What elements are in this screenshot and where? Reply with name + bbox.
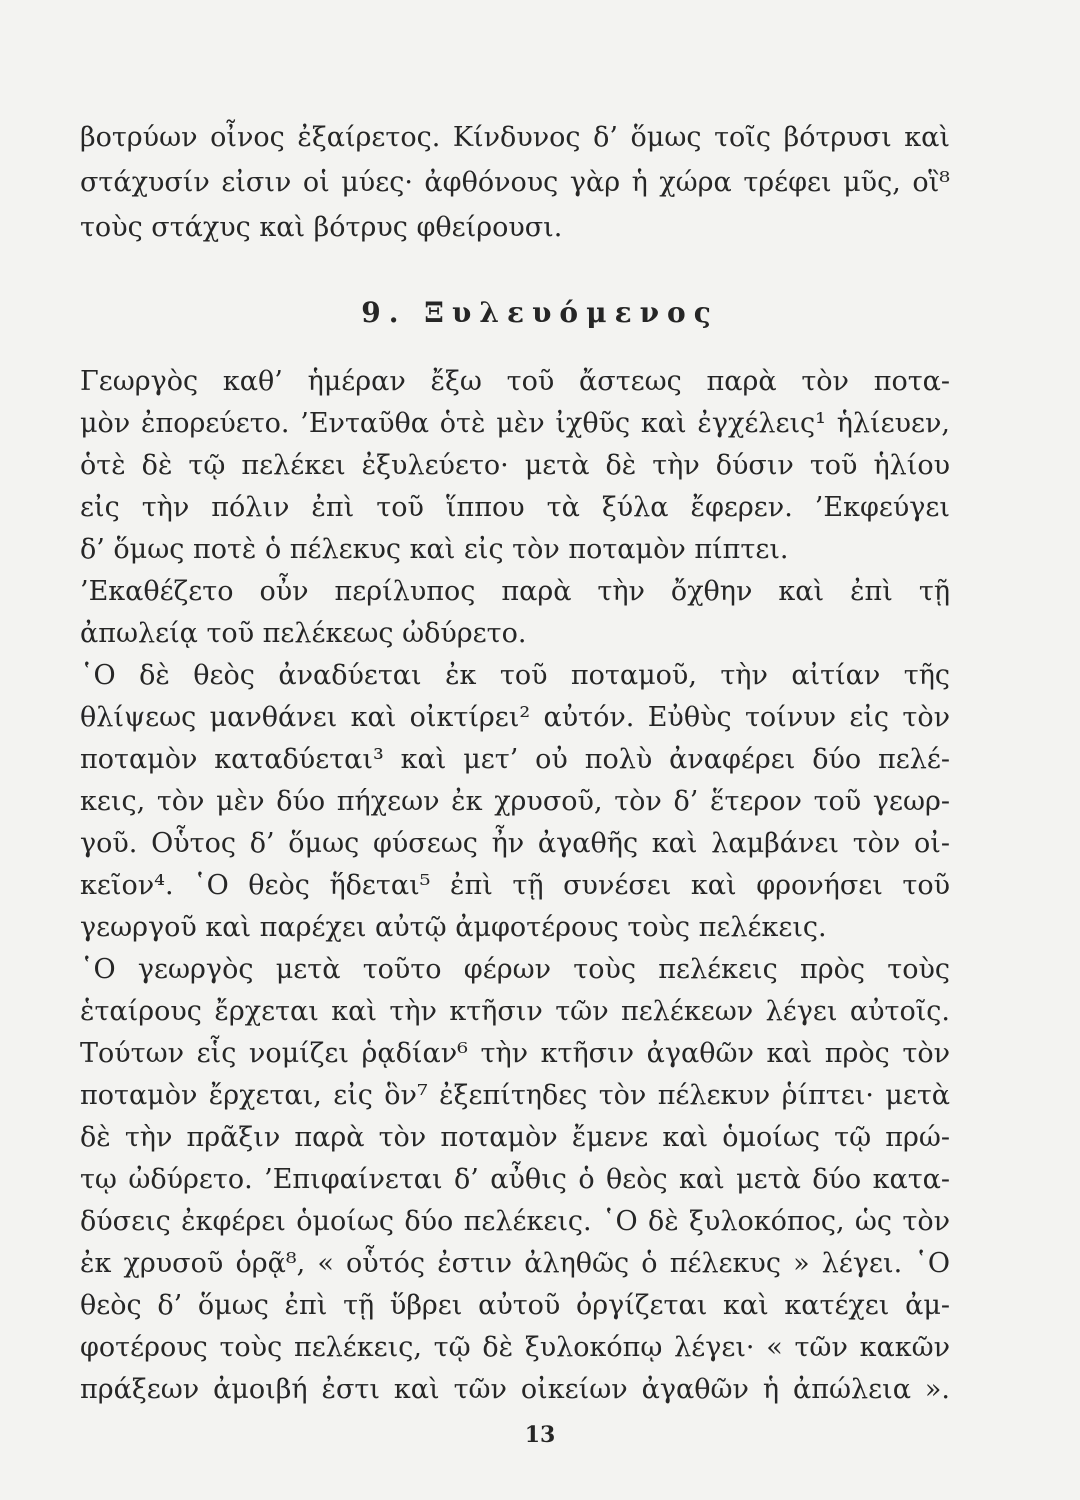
page-number: 13 bbox=[524, 1422, 556, 1448]
text-line: γοῦ. Οὗτος δ’ ὅμως φύσεως ἦν ἀγαθῆς καὶ λαμβάνει τὸν οἰ- bbox=[80, 828, 950, 859]
text-line: θλίψεως μανθάνει καὶ οἰκτίρει² αὐτόν. Εὐθὺς τοίνυν εἰς τὸν bbox=[80, 702, 950, 733]
text-line: Τούτων εἷς νομίζει ῥᾳδίαν⁶ τὴν κτῆσιν ἀγαθῶν καὶ πρὸς τὸν bbox=[80, 1038, 950, 1069]
text-line: τοὺς στάχυς καὶ βότρυς φθείρουσι. bbox=[80, 212, 563, 243]
text-line: φοτέρους τοὺς πελέκεις, τῷ δὲ ξυλοκόπῳ λέγει· « τῶν κακῶν bbox=[80, 1332, 950, 1363]
text-line: γεωργοῦ καὶ παρέχει αὐτῷ ἀμφοτέρους τοὺς πελέκεις. bbox=[80, 912, 827, 943]
text-line: ἑταίρους ἔρχεται καὶ τὴν κτῆσιν τῶν πελέκεων λέγει αὐτοῖς. bbox=[80, 996, 950, 1027]
text-line: βοτρύων οἶνος ἐξαίρετος. Κίνδυνος δ’ ὅμως τοῖς βότρυσι καὶ bbox=[80, 122, 950, 153]
text-line: μὸν ἐπορεύετο. ’Ενταῦθα ὁτὲ μὲν ἰχθῦς καὶ ἐγχέλεις¹ ἡλίευεν, bbox=[80, 408, 950, 439]
text-line: στάχυσίν εἰσιν οἱ μύες· ἀφθόνους γὰρ ἡ χώρα τρέφει μῦς, οἳ⁸ bbox=[80, 167, 950, 198]
text-line: ῾Ο γεωργὸς μετὰ τοῦτο φέρων τοὺς πελέκεις πρὸς τοὺς bbox=[80, 954, 950, 985]
text-line: ποταμὸν ἔρχεται, εἰς ὃν⁷ ἐξεπίτηδες τὸν πέλεκυν ῥίπτει· μετὰ bbox=[80, 1080, 950, 1111]
text-line: δὲ τὴν πρᾶξιν παρὰ τὸν ποταμὸν ἔμενε καὶ ὁμοίως τῷ πρώ- bbox=[80, 1122, 950, 1153]
text-line: κεις, τὸν μὲν δύο πήχεων ἐκ χρυσοῦ, τὸν δ’ ἕτερον τοῦ γεωρ- bbox=[80, 786, 950, 817]
text-line: ’Εκαθέζετο οὖν περίλυπος παρὰ τὴν ὄχθην καὶ ἐπὶ τῇ bbox=[80, 576, 950, 607]
text-line: τῳ ὠδύρετο. ’Επιφαίνεται δ’ αὖθις ὁ θεὸς καὶ μετὰ δύο κατα- bbox=[80, 1164, 950, 1195]
text-line: ὁτὲ δὲ τῷ πελέκει ἐξυλεύετο· μετὰ δὲ τὴν δύσιν τοῦ ἡλίου bbox=[80, 450, 950, 481]
text-line: πράξεων ἀμοιβή ἐστι καὶ τῶν οἰκείων ἀγαθῶν ἡ ἀπώλεια ». bbox=[80, 1374, 950, 1405]
text-line: ῾Ο δὲ θεὸς ἀναδύεται ἐκ τοῦ ποταμοῦ, τὴν αἰτίαν τῆς bbox=[80, 660, 950, 691]
text-line: θεὸς δ’ ὅμως ἐπὶ τῇ ὕβρει αὐτοῦ ὀργίζεται καὶ κατέχει ἀμ- bbox=[80, 1290, 950, 1321]
text-line: ἀπωλείᾳ τοῦ πελέκεως ὠδύρετο. bbox=[80, 618, 527, 649]
text-line: ἐκ χρυσοῦ ὁρᾷ⁸, « οὗτός ἐστιν ἀληθῶς ὁ πέλεκυς » λέγει. ῾Ο bbox=[80, 1248, 950, 1279]
text-line: δ’ ὅμως ποτὲ ὁ πέλεκυς καὶ εἰς τὸν ποταμὸν πίπτει. bbox=[80, 534, 789, 565]
text-line: ποταμὸν καταδύεται³ καὶ μετ’ οὐ πολὺ ἀναφέρει δύο πελέ- bbox=[80, 744, 950, 775]
text-line: Γεωργὸς καθ’ ἡμέραν ἔξω τοῦ ἄστεως παρὰ τὸν ποτα- bbox=[80, 366, 950, 397]
section-heading: 9. Ξυλευόμενος bbox=[361, 296, 719, 329]
text-line: δύσεις ἐκφέρει ὁμοίως δύο πελέκεις. ῾Ο δὲ ξυλοκόπος, ὡς τὸν bbox=[80, 1206, 950, 1237]
text-line: εἰς τὴν πόλιν ἐπὶ τοῦ ἵππου τὰ ξύλα ἔφερεν. ’Εκφεύγει bbox=[80, 492, 950, 523]
text-line: κεῖον⁴. ῾Ο θεὸς ἥδεται⁵ ἐπὶ τῇ συνέσει καὶ φρονήσει τοῦ bbox=[80, 870, 950, 901]
